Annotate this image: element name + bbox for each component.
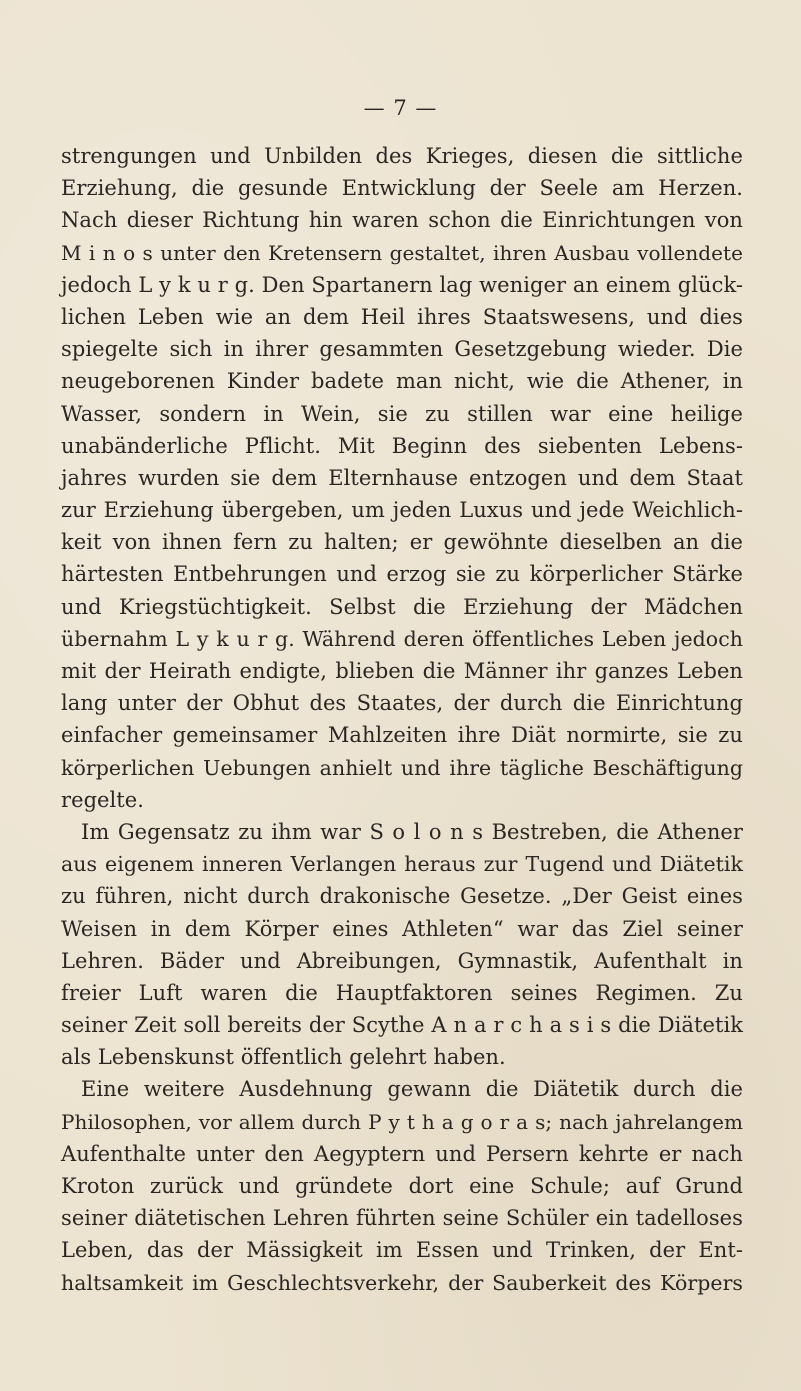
text-line: mit der Heirath endigte, blieben die Männer ihr ganzes Leben (61, 659, 743, 683)
text-line: M i n o s unter den Kretensern gestaltet, ihren Ausbau vollendete (61, 240, 743, 265)
text-line: härtesten Entbehrungen und erzog sie zu körperlicher Stärke (61, 562, 743, 587)
text-line: einfacher gemeinsamer Mahlzeiten ihre Diät normirte, sie zu (61, 723, 743, 748)
text-line: seiner diätetischen Lehren führten seine Schüler ein tadelloses (61, 1206, 743, 1231)
text-line: körperlichen Uebungen anhielt und ihre tägliche Beschäftigung (61, 755, 743, 780)
text-line: Erziehung, die gesunde Entwicklung der Seele am Herzen. (61, 176, 743, 201)
text-line: aus eigenem inneren Verlangen heraus zur Tugend und Diätetik (61, 852, 743, 877)
text-line: strengungen und Unbilden des Krieges, diesen die sittliche (61, 144, 743, 168)
text-line: Eine weitere Ausdehnung gewann die Diätetik durch die (81, 1077, 743, 1102)
text-line: Aufenthalte unter den Aegyptern und Persern kehrte er nach (61, 1141, 743, 1166)
text-line: regelte. (61, 787, 144, 812)
text-line: keit von ihnen fern zu halten; er gewöhnte dieselben an die (61, 530, 743, 555)
text-line: zu führen, nicht durch drakonische Gesetze. „Der Geist eines (61, 884, 743, 909)
text-line: seiner Zeit soll bereits der Scythe A n a r c h a s i s die Diätetik (61, 1013, 743, 1038)
text-line: Nach dieser Richtung hin waren schon die Einrichtungen von (61, 208, 743, 233)
text-line: Leben, das der Mässigkeit im Essen und Trinken, der Ent- (61, 1238, 743, 1263)
page-number: — 7 — (363, 96, 438, 120)
text-line: Weisen in dem Körper eines Athleten“ war das Ziel seiner (61, 916, 743, 941)
text-line: jahres wurden sie dem Elternhause entzogen und dem Staat (61, 465, 743, 490)
text-line: zur Erziehung übergeben, um jeden Luxus und jede Weichlich- (61, 498, 743, 523)
text-line: freier Luft waren die Hauptfaktoren seines Regimen. Zu (61, 980, 743, 1005)
text-line: Wasser, sondern in Wein, sie zu stillen war eine heilige (61, 401, 743, 426)
text-line: lichen Leben wie an dem Heil ihres Staatswesens, und dies (61, 304, 743, 329)
text-line: und Kriegstüchtigkeit. Selbst die Erziehung der Mädchen (61, 594, 743, 619)
text-line: unabänderliche Pflicht. Mit Beginn des siebenten Lebens- (61, 433, 743, 458)
text-line: jedoch L y k u r g. Den Spartanern lag weniger an einem glück- (61, 272, 743, 297)
text-line: haltsamkeit im Geschlechtsverkehr, der Sauberkeit des Körpers (61, 1270, 743, 1295)
text-line: Kroton zurück und gründete dort eine Schule; auf Grund (61, 1174, 743, 1198)
text-line: übernahm L y k u r g. Während deren öffentliches Leben jedoch (61, 626, 743, 651)
text-line: Im Gegensatz zu ihm war S o l o n s Bestreben, die Athener (81, 819, 743, 844)
text-line: lang unter der Obhut des Staates, der durch die Einrichtung (61, 691, 743, 716)
text-line: Lehren. Bäder und Abreibungen, Gymnastik, Aufenthalt in (61, 948, 743, 973)
body-text (61, 140, 743, 1299)
text-line: Philosophen, vor allem durch P y t h a g o r a s; nach jahrelangem (61, 1109, 743, 1134)
text-line: als Lebenskunst öffentlich gelehrt haben. (61, 1045, 506, 1070)
text-line: spiegelte sich in ihrer gesammten Gesetzgebung wieder. Die (61, 337, 743, 362)
text-line: neugeborenen Kinder badete man nicht, wie die Athener, in (61, 369, 743, 394)
